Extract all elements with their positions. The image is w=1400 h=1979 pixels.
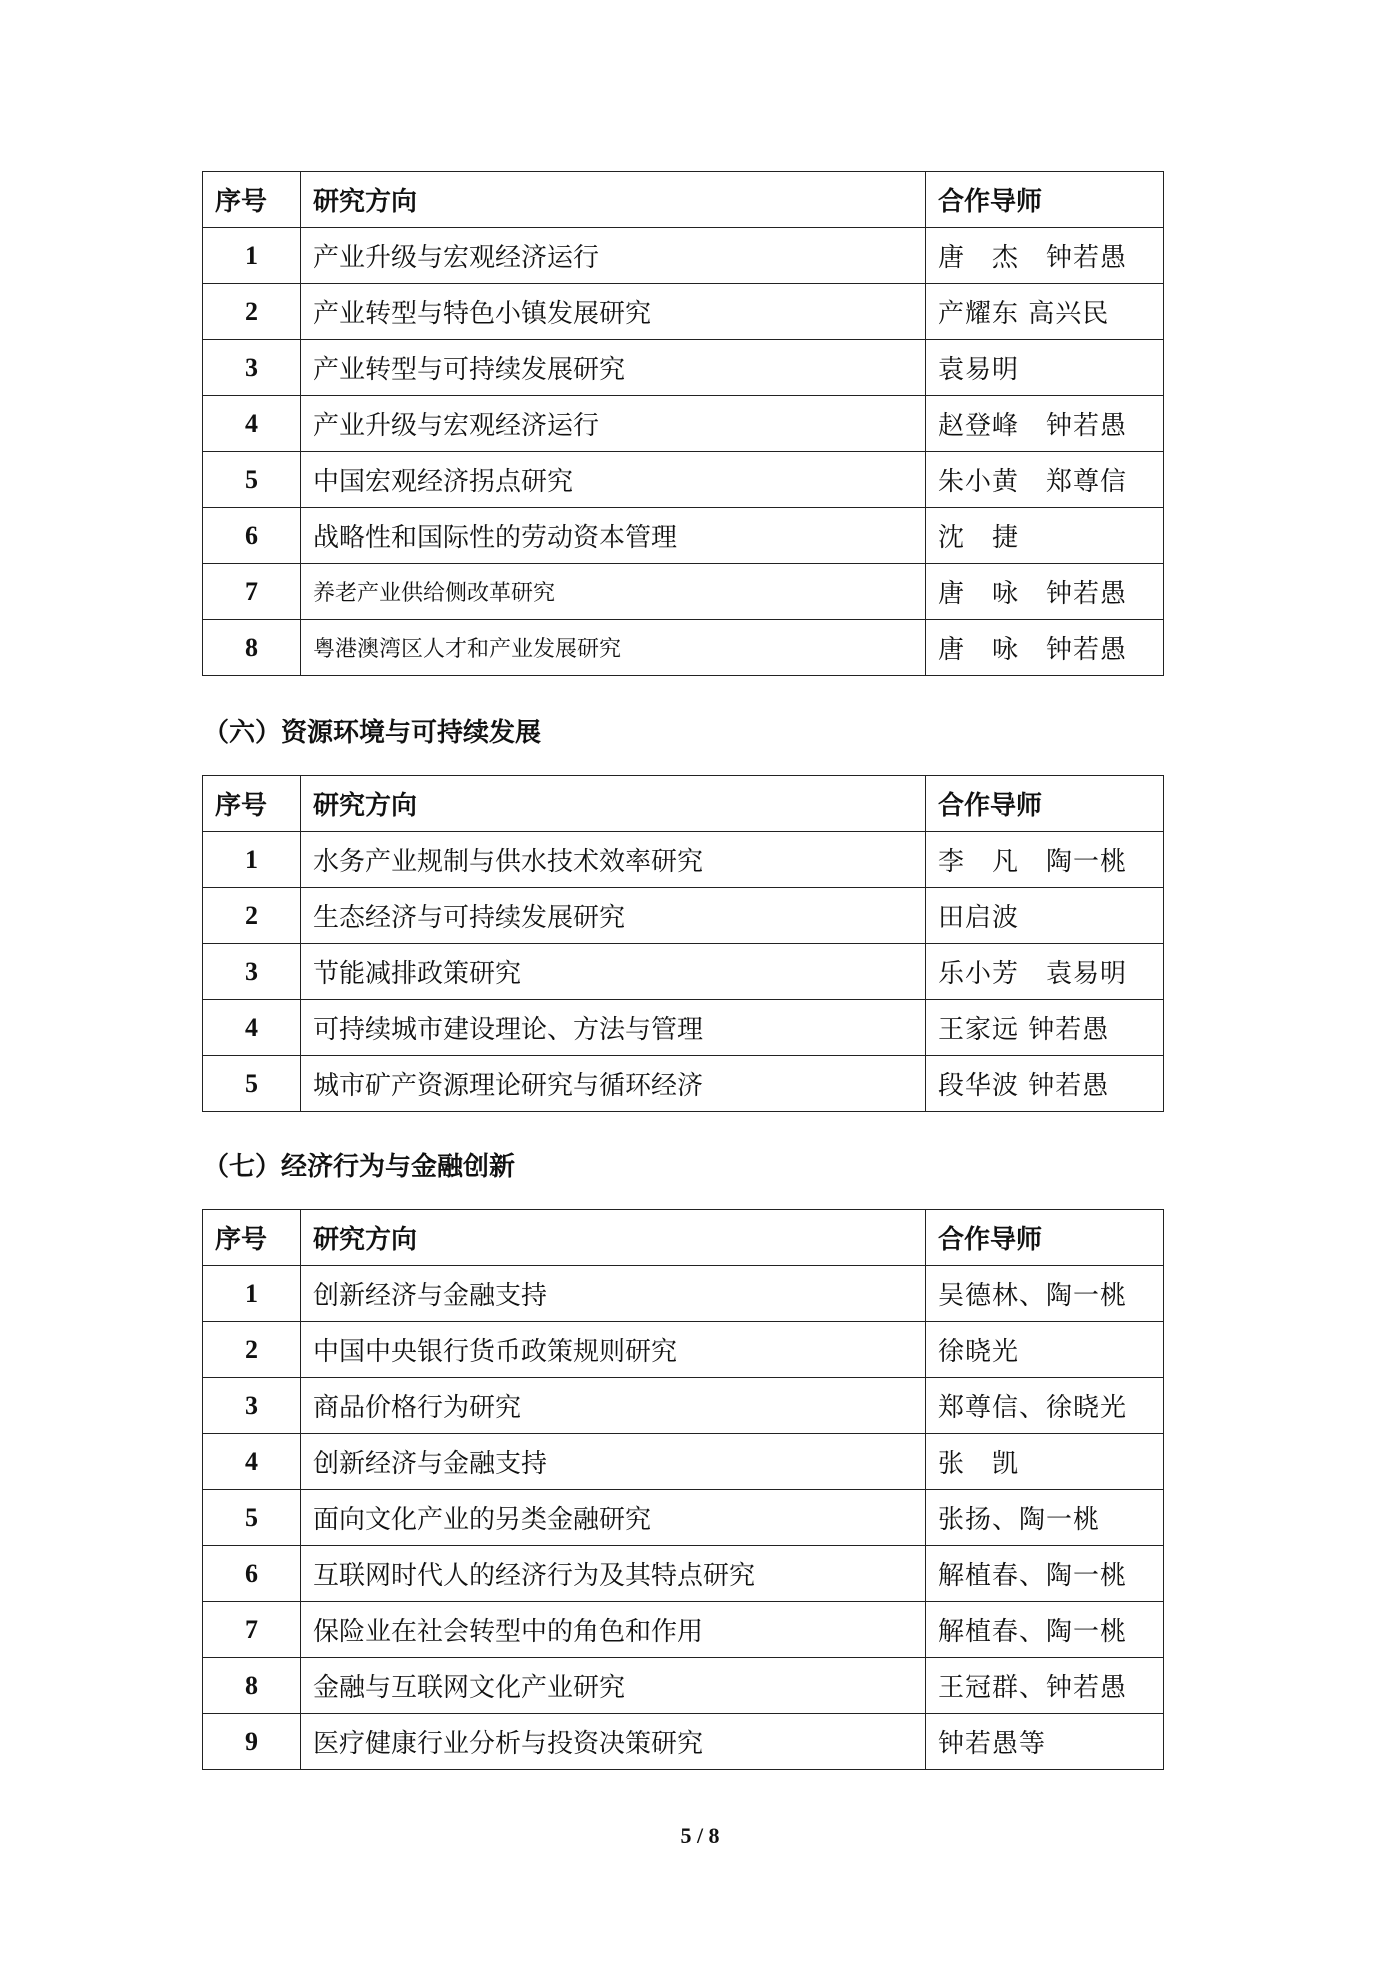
row-number: 4 (203, 396, 301, 452)
research-direction: 城市矿产资源理论研究与循环经济 (301, 1056, 926, 1112)
header-direction: 研究方向 (301, 172, 926, 228)
advisors: 赵登峰 钟若愚 (926, 396, 1164, 452)
table-row (203, 888, 1164, 944)
table-row (203, 1714, 1164, 1770)
section-heading-resources: （六）资源环境与可持续发展 (203, 718, 542, 748)
row-number: 3 (203, 1378, 301, 1434)
table-row (203, 1056, 1164, 1112)
table-row (203, 228, 1164, 284)
table-resources (202, 775, 1164, 1112)
research-direction: 创新经济与金融支持 (301, 1434, 926, 1490)
table-row (203, 284, 1164, 340)
advisors: 乐小芳 袁易明 (926, 944, 1164, 1000)
advisors: 吴德林、陶一桃 (926, 1266, 1164, 1322)
research-direction: 生态经济与可持续发展研究 (301, 888, 926, 944)
row-number: 9 (203, 1714, 301, 1770)
table-row (203, 1378, 1164, 1434)
research-direction: 产业转型与可持续发展研究 (301, 340, 926, 396)
research-direction: 面向文化产业的另类金融研究 (301, 1490, 926, 1546)
row-number: 8 (203, 1658, 301, 1714)
research-direction: 养老产业供给侧改革研究 (301, 564, 926, 620)
advisors: 产耀东 高兴民 (926, 284, 1164, 340)
research-direction: 产业转型与特色小镇发展研究 (301, 284, 926, 340)
table-finance (202, 1209, 1164, 1770)
advisors: 解植春、陶一桃 (926, 1602, 1164, 1658)
row-number: 2 (203, 284, 301, 340)
research-direction: 产业升级与宏观经济运行 (301, 228, 926, 284)
table-row (203, 1322, 1164, 1378)
advisors: 朱小黄 郑尊信 (926, 452, 1164, 508)
row-number: 5 (203, 1056, 301, 1112)
header-no: 序号 (203, 1210, 301, 1266)
advisors: 张 凯 (926, 1434, 1164, 1490)
table-row (203, 564, 1164, 620)
row-number: 7 (203, 564, 301, 620)
research-direction: 水务产业规制与供水技术效率研究 (301, 832, 926, 888)
table-row (203, 1602, 1164, 1658)
row-number: 1 (203, 1266, 301, 1322)
row-number: 7 (203, 1602, 301, 1658)
table-row (203, 1546, 1164, 1602)
research-direction: 中国中央银行货币政策规则研究 (301, 1322, 926, 1378)
research-direction: 创新经济与金融支持 (301, 1266, 926, 1322)
table-row (203, 1000, 1164, 1056)
research-direction: 产业升级与宏观经济运行 (301, 396, 926, 452)
table-row (203, 1434, 1164, 1490)
advisors: 唐 咏 钟若愚 (926, 620, 1164, 676)
research-direction: 保险业在社会转型中的角色和作用 (301, 1602, 926, 1658)
table-row (203, 832, 1164, 888)
advisors: 沈 捷 (926, 508, 1164, 564)
row-number: 1 (203, 228, 301, 284)
advisors: 李 凡 陶一桃 (926, 832, 1164, 888)
table-industry (202, 171, 1164, 676)
table-header-row (203, 1210, 1164, 1266)
row-number: 4 (203, 1000, 301, 1056)
advisors: 袁易明 (926, 340, 1164, 396)
advisors: 唐 咏 钟若愚 (926, 564, 1164, 620)
section-heading-finance: （七）经济行为与金融创新 (203, 1152, 516, 1182)
advisors: 王冠群、钟若愚 (926, 1658, 1164, 1714)
table-row (203, 1266, 1164, 1322)
table-header-row (203, 172, 1164, 228)
research-direction: 粤港澳湾区人才和产业发展研究 (301, 620, 926, 676)
page-number: 5 / 8 (680, 1823, 720, 1848)
row-number: 6 (203, 1546, 301, 1602)
header-no: 序号 (203, 776, 301, 832)
header-advisors: 合作导师 (926, 776, 1164, 832)
row-number: 5 (203, 1490, 301, 1546)
row-number: 6 (203, 508, 301, 564)
table-row (203, 944, 1164, 1000)
table-row (203, 340, 1164, 396)
research-direction: 可持续城市建设理论、方法与管理 (301, 1000, 926, 1056)
row-number: 3 (203, 340, 301, 396)
research-direction: 商品价格行为研究 (301, 1378, 926, 1434)
table-row (203, 620, 1164, 676)
advisors: 王家远 钟若愚 (926, 1000, 1164, 1056)
table-row (203, 396, 1164, 452)
row-number: 4 (203, 1434, 301, 1490)
header-advisors: 合作导师 (926, 172, 1164, 228)
advisors: 解植春、陶一桃 (926, 1546, 1164, 1602)
advisors: 郑尊信、徐晓光 (926, 1378, 1164, 1434)
research-direction: 节能减排政策研究 (301, 944, 926, 1000)
header-direction: 研究方向 (301, 1210, 926, 1266)
advisors: 张扬、陶一桃 (926, 1490, 1164, 1546)
advisors: 钟若愚等 (926, 1714, 1164, 1770)
table-row (203, 1490, 1164, 1546)
research-direction: 互联网时代人的经济行为及其特点研究 (301, 1546, 926, 1602)
header-advisors: 合作导师 (926, 1210, 1164, 1266)
advisors: 唐 杰 钟若愚 (926, 228, 1164, 284)
header-no: 序号 (203, 172, 301, 228)
table-header-row (203, 776, 1164, 832)
research-direction: 中国宏观经济拐点研究 (301, 452, 926, 508)
table-row (203, 1658, 1164, 1714)
advisors: 徐晓光 (926, 1322, 1164, 1378)
row-number: 2 (203, 1322, 301, 1378)
row-number: 2 (203, 888, 301, 944)
row-number: 8 (203, 620, 301, 676)
research-direction: 战略性和国际性的劳动资本管理 (301, 508, 926, 564)
row-number: 5 (203, 452, 301, 508)
row-number: 3 (203, 944, 301, 1000)
advisors: 段华波 钟若愚 (926, 1056, 1164, 1112)
row-number: 1 (203, 832, 301, 888)
research-direction: 医疗健康行业分析与投资决策研究 (301, 1714, 926, 1770)
advisors: 田启波 (926, 888, 1164, 944)
research-direction: 金融与互联网文化产业研究 (301, 1658, 926, 1714)
table-row (203, 452, 1164, 508)
header-direction: 研究方向 (301, 776, 926, 832)
table-row (203, 508, 1164, 564)
